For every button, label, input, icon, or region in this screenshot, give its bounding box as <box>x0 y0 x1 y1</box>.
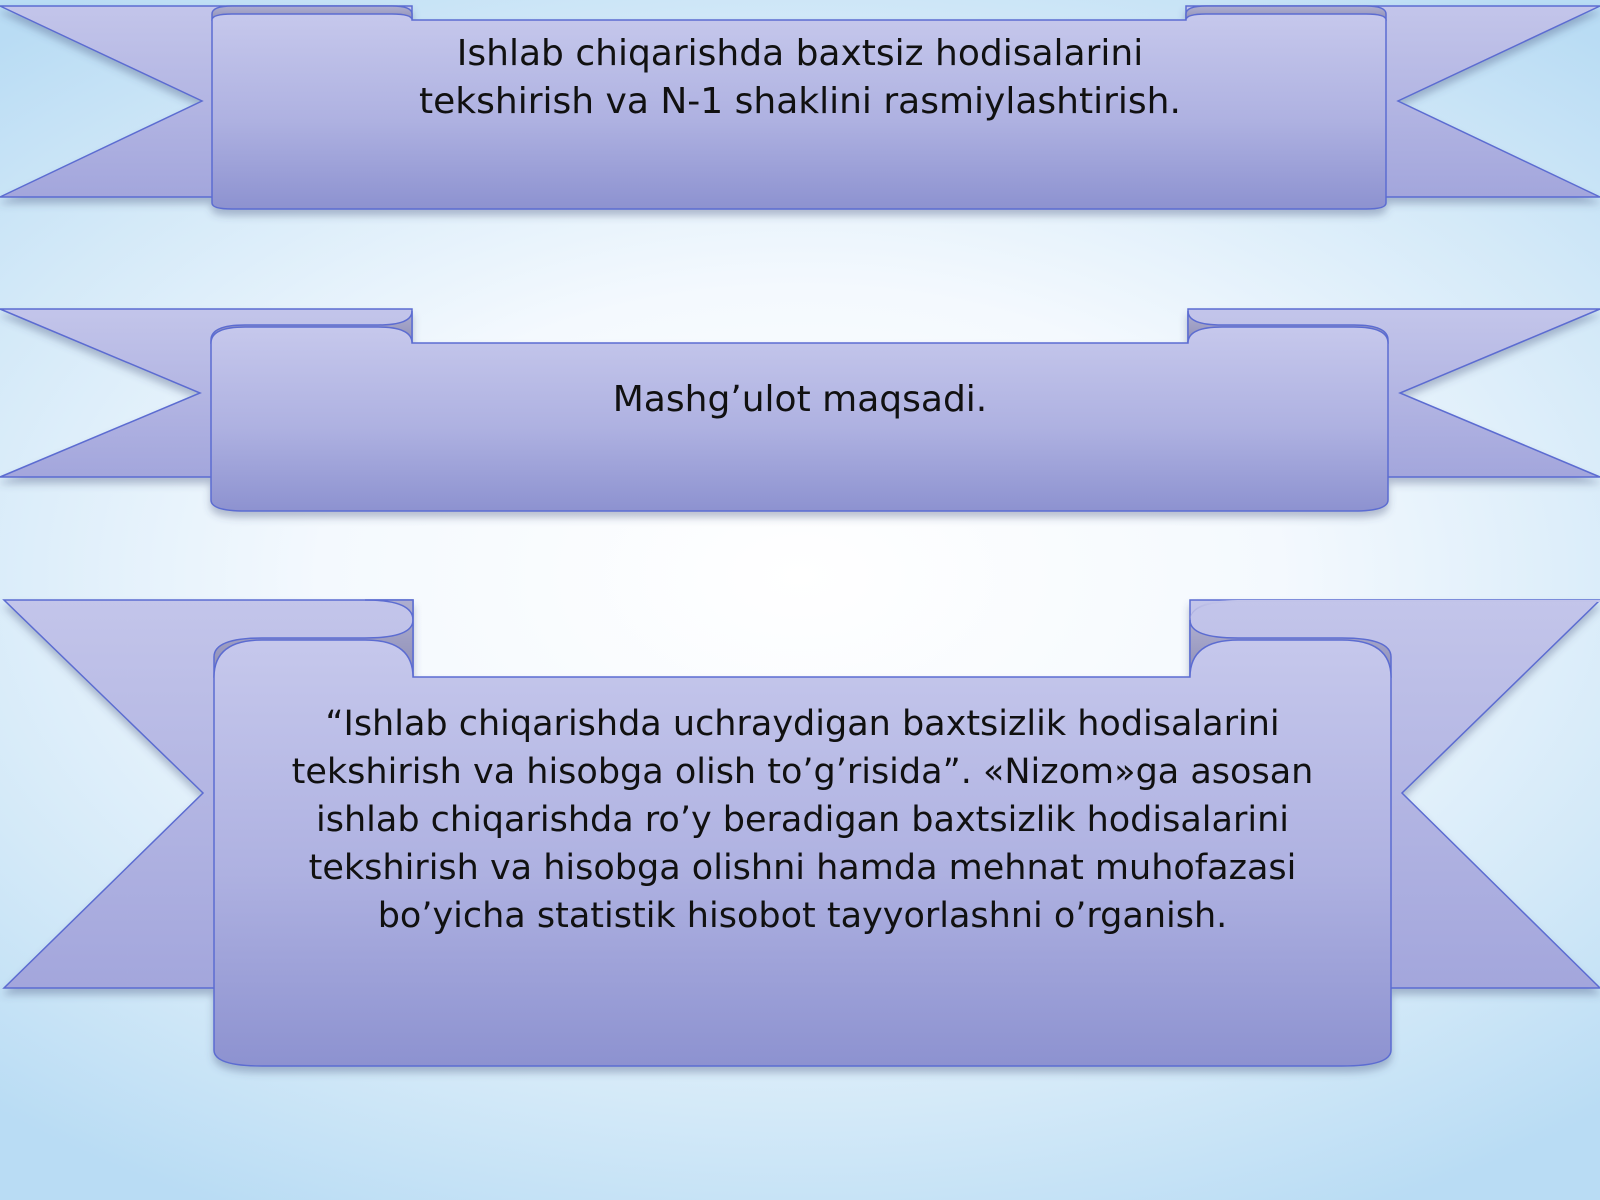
description-line-1: “Ishlab chiqarishda uchraydigan baxtsizlik hodisalarini <box>325 704 1280 744</box>
description-line-5: bo’yicha statistik hisobot tayyorlashni o’rganish. <box>377 896 1228 936</box>
description-line-2: tekshirish va hisobga olish to’g’risida”. «Nizom»ga asosan <box>291 752 1314 792</box>
goal-line-1: Mashg’ulot maqsadi. <box>612 379 988 420</box>
description-line-3: ishlab chiqarishda ro’y beradigan baxtsizlik hodisalarini <box>316 800 1289 840</box>
lesson-goal-description <box>260 700 1345 940</box>
title-line-1: Ishlab chiqarishda baxtsiz hodisalarini <box>456 33 1144 74</box>
title-line-2: tekshirish va N-1 shaklini rasmiylashtirish. <box>419 81 1181 122</box>
description-line-4: tekshirish va hisobga olishni hamda mehnat muhofazasi <box>308 848 1297 888</box>
slide-title <box>300 30 1300 126</box>
lesson-goal-heading <box>300 376 1300 424</box>
